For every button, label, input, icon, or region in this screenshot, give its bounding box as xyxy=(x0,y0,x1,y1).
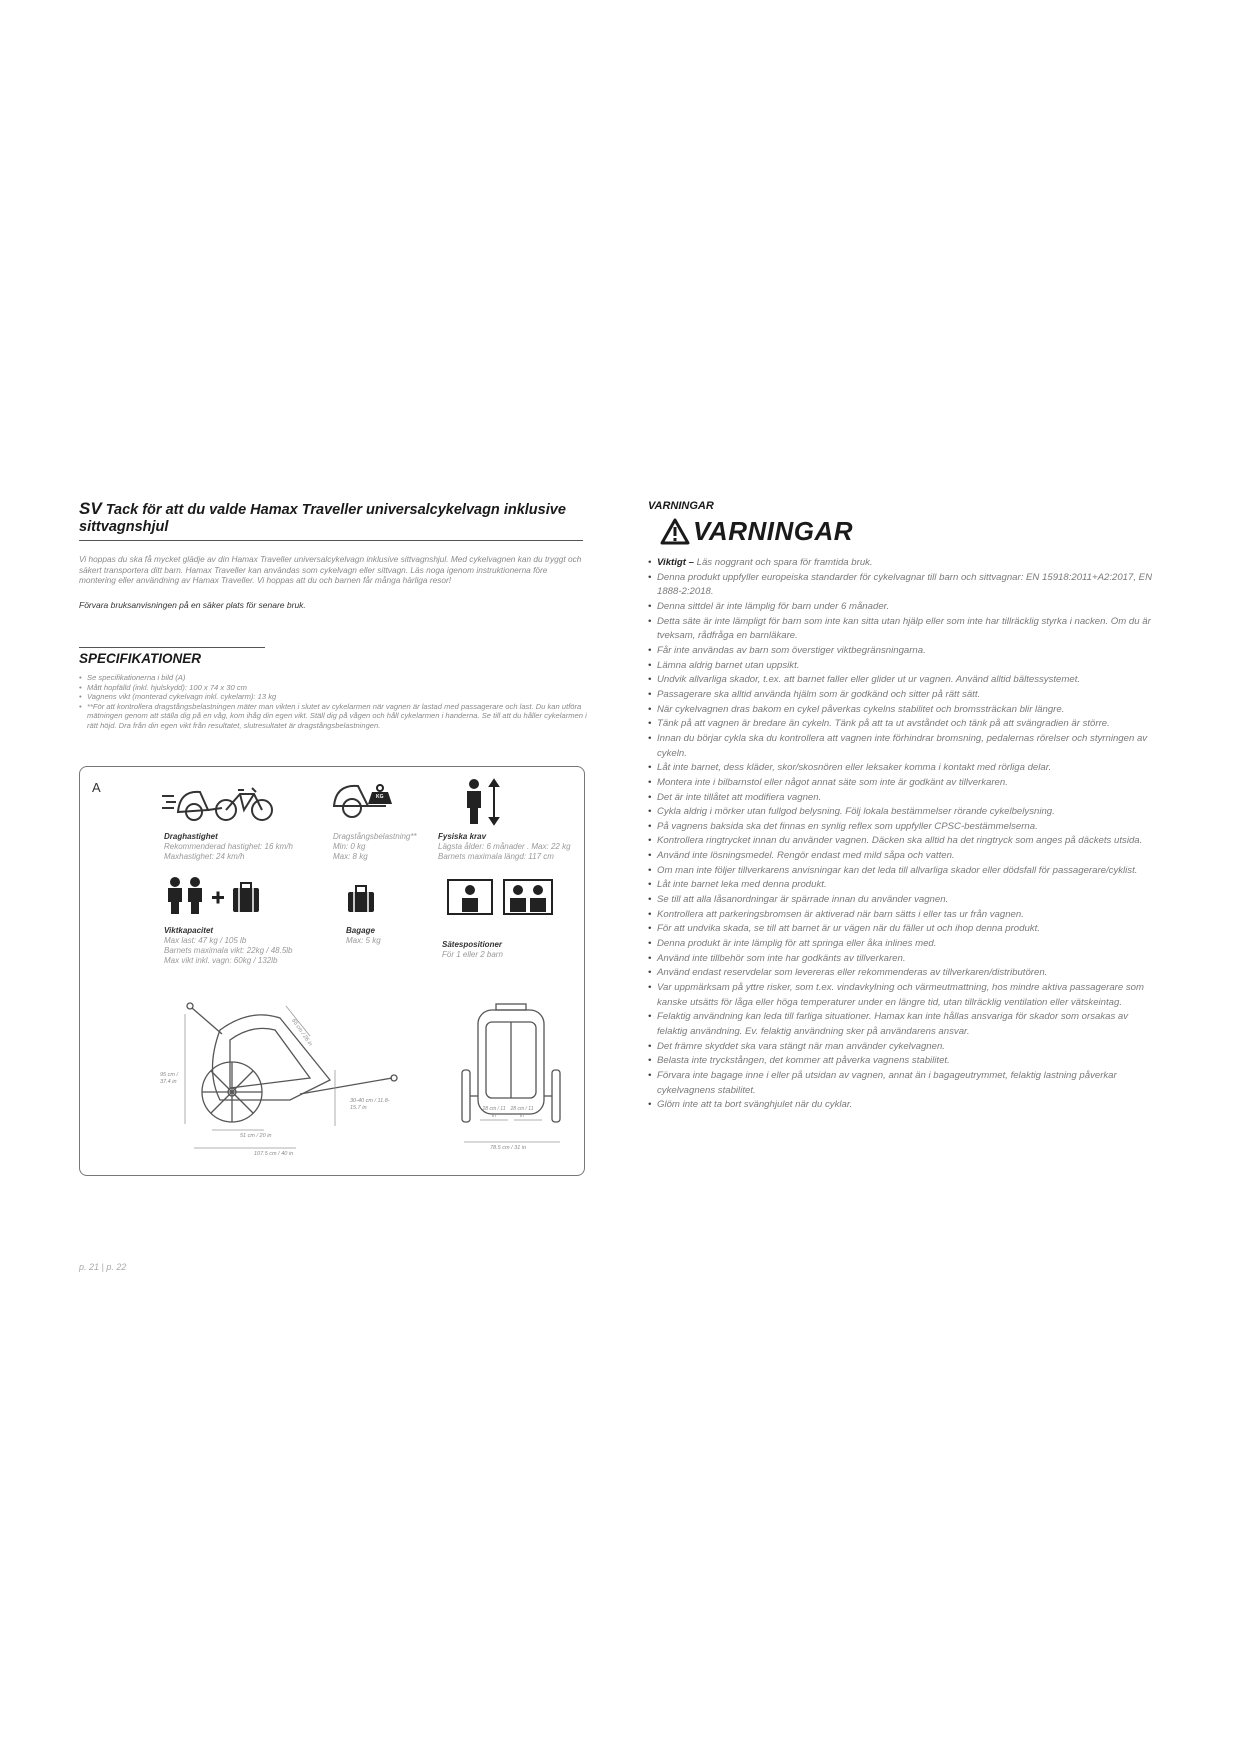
warning-text: För att undvika skada, se till att barnet är ur vägen när du fäller ut och ihop denna produkt. xyxy=(657,923,1040,935)
warning-text: Undvik allvarliga skador, t.ex. att barnet faller eller glider ut ur vagnen. Använd alltid bältessystemet. xyxy=(657,674,1081,686)
dim-arm-label: 30-40 cm / 11.8-15.7 in xyxy=(350,1098,390,1111)
trailer-front-view-drawing xyxy=(456,1000,566,1168)
warning-item xyxy=(648,1010,1156,1039)
warning-text: Belasta inte tryckstången, det kommer att påverka vagnens stabilitet. xyxy=(657,1055,950,1067)
warning-item xyxy=(648,761,1156,776)
warning-text: Glöm inte att ta bort svänghjulet när du cyklar. xyxy=(657,1099,853,1111)
page-number: p. 21 | p. 22 xyxy=(79,1262,127,1272)
list-item: • Vagnens vikt (monterad cykelvagn inkl. cykelarm): 13 kg xyxy=(79,692,589,702)
warning-text: Detta säte är inte lämpligt för barn som inte kan sitta utan hjälp eller som inte har tillräcklig styrka i nacken. Om du är tveksam, rådfråga en barnläkare. xyxy=(657,615,1151,642)
warning-item xyxy=(648,659,1156,674)
warning-text: På vagnens baksida ska det finnas en synlig reflex som uppfyller CPSC-bestämmelserna. xyxy=(657,820,1038,832)
luggage-caption: Bagage Max: 5 kg xyxy=(346,926,381,945)
warnings-list xyxy=(648,556,1156,1113)
warning-item xyxy=(648,820,1156,835)
dim-seat-left-label: 28 cm / 11 in xyxy=(482,1106,506,1119)
warning-text: Använd endast reservdelar som levereras eller rekommenderas av tillverkaren/distributören. xyxy=(657,967,1048,979)
kg-label: KG xyxy=(376,794,384,800)
warning-item xyxy=(648,615,1156,644)
figure-label: A xyxy=(92,780,101,795)
warning-item xyxy=(648,1069,1156,1098)
dim-handle-label: 65 cm / 26 in xyxy=(290,1018,314,1048)
warning-text: Innan du börjar cykla ska du kontrollera att vagnen inte förhindrar bromsning, pedalernas rörelser och styrningen av cykeln. xyxy=(657,732,1148,759)
specs-list xyxy=(79,673,589,730)
title-divider xyxy=(79,540,583,541)
warning-lead: Viktigt – xyxy=(657,557,694,568)
warning-text: När cykelvagnen dras bakom en cykel påverkas cykelns stabilitet och bromssträckan blir längre. xyxy=(657,703,1065,715)
warning-item xyxy=(648,791,1156,806)
warning-text: Passagerare ska alltid använda hjälm som är godkänd och sitter på rätt sätt. xyxy=(657,688,981,700)
warning-text: Det främre skyddet ska vara stängt när man använder cykelvagnen. xyxy=(657,1040,945,1052)
warnings-label: VARNINGAR xyxy=(648,500,714,512)
warning-text: Kontrollera att parkeringsbromsen är aktiverad när barn sätts i eller tas ur från vagnen. xyxy=(657,908,1024,920)
warning-item xyxy=(648,893,1156,908)
warning-text: Var uppmärksam på yttre risker, som t.ex. vindavkylning och värmeutmattning, hos mindre aktiva passagerare som kanske utsätts för låga eller höga temperaturer under en längre tid, utan tillräcklig ventilation eller vätskeintag. xyxy=(657,982,1144,1008)
warning-text: Montera inte i bilbarnstol eller något annat säte som inte är godkänt av tillverkaren. xyxy=(657,776,1008,788)
warning-text: Lämna aldrig barnet utan uppsikt. xyxy=(657,659,800,671)
warning-text: Låt inte barnet, dess kläder, skor/skosnören eller leksaker komma i kontakt med rörliga delar. xyxy=(657,762,1052,774)
warning-item xyxy=(648,776,1156,791)
warning-text: Får inte användas av barn som överstiger viktbegränsningarna. xyxy=(657,644,926,656)
warning-item xyxy=(648,1098,1156,1113)
warning-item xyxy=(648,981,1156,1010)
warning-text: Felaktig användning kan leda till farliga situationer. Hamax kan inte hållas ansvariga för skador som orsakas av felaktig användning. Ev. felaktig användning sker på användarens ansvar. xyxy=(657,1011,1129,1037)
warnings-heading: VARNINGAR xyxy=(693,516,854,546)
warning-item xyxy=(648,805,1156,820)
warning-triangle-icon xyxy=(660,518,690,546)
warning-item xyxy=(648,849,1156,864)
warning-item xyxy=(648,834,1156,849)
language-code: SV xyxy=(79,499,102,518)
warning-item xyxy=(648,908,1156,923)
warning-item xyxy=(648,571,1156,600)
warning-text: Tänk på att vagnen är bredare än cykeln. Tänk på att ta ut avståndet och tänk på att svängradien är större. xyxy=(657,718,1110,730)
warning-text: Om man inte följer tillverkarens anvisningar kan det leda till allvarliga skador eller dödsfall för passagerare/cyklist. xyxy=(657,864,1138,876)
warning-text: Använd inte lösningsmedel. Rengör endast med mild såpa och vatten. xyxy=(657,850,955,862)
warning-item xyxy=(648,1054,1156,1069)
warning-text: Denna produkt är inte lämplig för att springa eller åka inlines med. xyxy=(657,938,937,950)
warning-item xyxy=(648,717,1156,732)
keep-instructions-note: Förvara bruksanvisningen på en säker plats för senare bruk. xyxy=(79,600,306,610)
warning-item xyxy=(648,703,1156,718)
weight-caption: Viktkapacitet Max last: 47 kg / 105 lb Barnets maximala vikt: 22kg / 48.5lb Max vikt inkl. vagn: 60kg / 132lb xyxy=(164,926,293,965)
list-item: • Mått hopfälld (inkl. hjulskydd): 100 x 74 x 30 cm xyxy=(79,683,589,693)
bike-trailer-speed-icon xyxy=(160,782,280,824)
warning-item xyxy=(648,937,1156,952)
warning-text: Det är inte tillåtet att modifiera vagnen. xyxy=(657,791,822,803)
weight-capacity-icon xyxy=(165,876,265,916)
warning-text: Förvara inte bagage inne i eller på utsidan av vagnen, annat än i bagageutrymmet, felaktig lastning påverkar cykelvagnens stabilitet. xyxy=(657,1069,1117,1096)
seat-positions-icon xyxy=(446,878,556,918)
dim-length-label: 107.5 cm / 40 in xyxy=(254,1151,294,1157)
warning-text: Se till att alla låsanordningar är spärrade innan du använder vagnen. xyxy=(657,894,949,906)
specs-divider xyxy=(79,647,265,648)
title-text: Tack för att du valde Hamax Traveller universalcykelvagn inklusive sittvagnshjul xyxy=(79,502,566,535)
warning-item xyxy=(648,732,1156,761)
warning-item xyxy=(648,688,1156,703)
warning-item xyxy=(648,1040,1156,1055)
list-item: • Se specifikationerna i bild (A) xyxy=(79,673,589,683)
list-item: • **För att kontrollera dragstångsbelastningen mäter man vikten i slutet av cykelarmen när vagnen är lastad med passagerare och last. Du kan utföra mätningen genom att ställa dig på en våg, kom ihåg din egen vikt. Ställ dig på vågen och håll cykelarmen i handerna. Se till att du håller cykelarmen i rätt höjd. Dra från din egen vikt från resultatet, slutresultatet är dragstångsbelastningen. xyxy=(79,702,589,731)
warning-item xyxy=(648,922,1156,937)
drawbar-weight-icon xyxy=(330,774,396,826)
warning-item xyxy=(648,556,1156,571)
warning-text: Denna produkt uppfyller europeiska standarder för cykelvagnar till barn och sittvagnar: EN 15918:2011+A2:2017, EN 1888-2:2018. xyxy=(657,571,1152,598)
dim-seat-right-label: 28 cm / 11 in xyxy=(510,1106,534,1119)
trailer-side-view-drawing xyxy=(160,1000,410,1172)
warning-text: Läs noggrant och spara för framtida bruk. xyxy=(693,557,873,568)
warning-text: Denna sittdel är inte lämplig för barn under 6 månader. xyxy=(657,600,890,612)
warning-text: Cykla aldrig i mörker utan fullgod belysning. Följ lokala bestämmelser rörande cykelbelysning. xyxy=(657,806,1055,818)
warning-item xyxy=(648,966,1156,981)
warning-item xyxy=(648,952,1156,967)
speed-caption: Draghastighet Rekommenderad hastighet: 16 km/h Maxhastighet: 24 km/h xyxy=(164,832,293,861)
warning-item xyxy=(648,673,1156,688)
intro-paragraph: Vi hoppas du ska få mycket glädje av din Hamax Traveller universalcykelvagn inklusive sittvagnshjul. Med cykelvagnen kan du tryggt och säkert transportera ditt barn. Hamax Traveller kan användas som cykelvagn eller sittvagn. Läs noga igenom instruktionerna före montering eller användning av Hamax Traveller. Vi hoppas att du och barnen får många härliga resor! xyxy=(79,554,582,586)
dim-width-label: 78.5 cm / 31 in xyxy=(490,1145,527,1151)
warning-text: Låt inte barnet leka med denna produkt. xyxy=(657,879,827,891)
page-title xyxy=(79,500,599,536)
warning-item xyxy=(648,878,1156,893)
seats-caption: Sätespositioner För 1 eller 2 barn xyxy=(442,940,503,959)
dim-wheelbase-label: 51 cm / 20 in xyxy=(240,1133,272,1139)
physical-caption: Fysiska krav Lägsta ålder: 6 månader . Max: 22 kg Barnets maximala längd: 117 cm xyxy=(438,832,571,861)
warning-item xyxy=(648,600,1156,615)
warning-text: Kontrollera ringtrycket innan du använder vagnen. Däcken ska alltid ha det ringtryck som anges på däckets utsida. xyxy=(657,835,1143,847)
child-height-icon xyxy=(462,778,502,826)
drawbar-caption: Dragstångsbelastning** Min: 0 kg Max: 8 kg xyxy=(333,832,417,861)
dim-height-label: 95 cm / 37.4 in xyxy=(160,1072,179,1085)
warning-text: Använd inte tillbehör som inte har godkänts av tillverkaren. xyxy=(657,952,906,964)
warning-item xyxy=(648,644,1156,659)
luggage-icon xyxy=(346,884,376,914)
specs-heading: SPECIFIKATIONER xyxy=(79,651,202,666)
warning-item xyxy=(648,864,1156,879)
